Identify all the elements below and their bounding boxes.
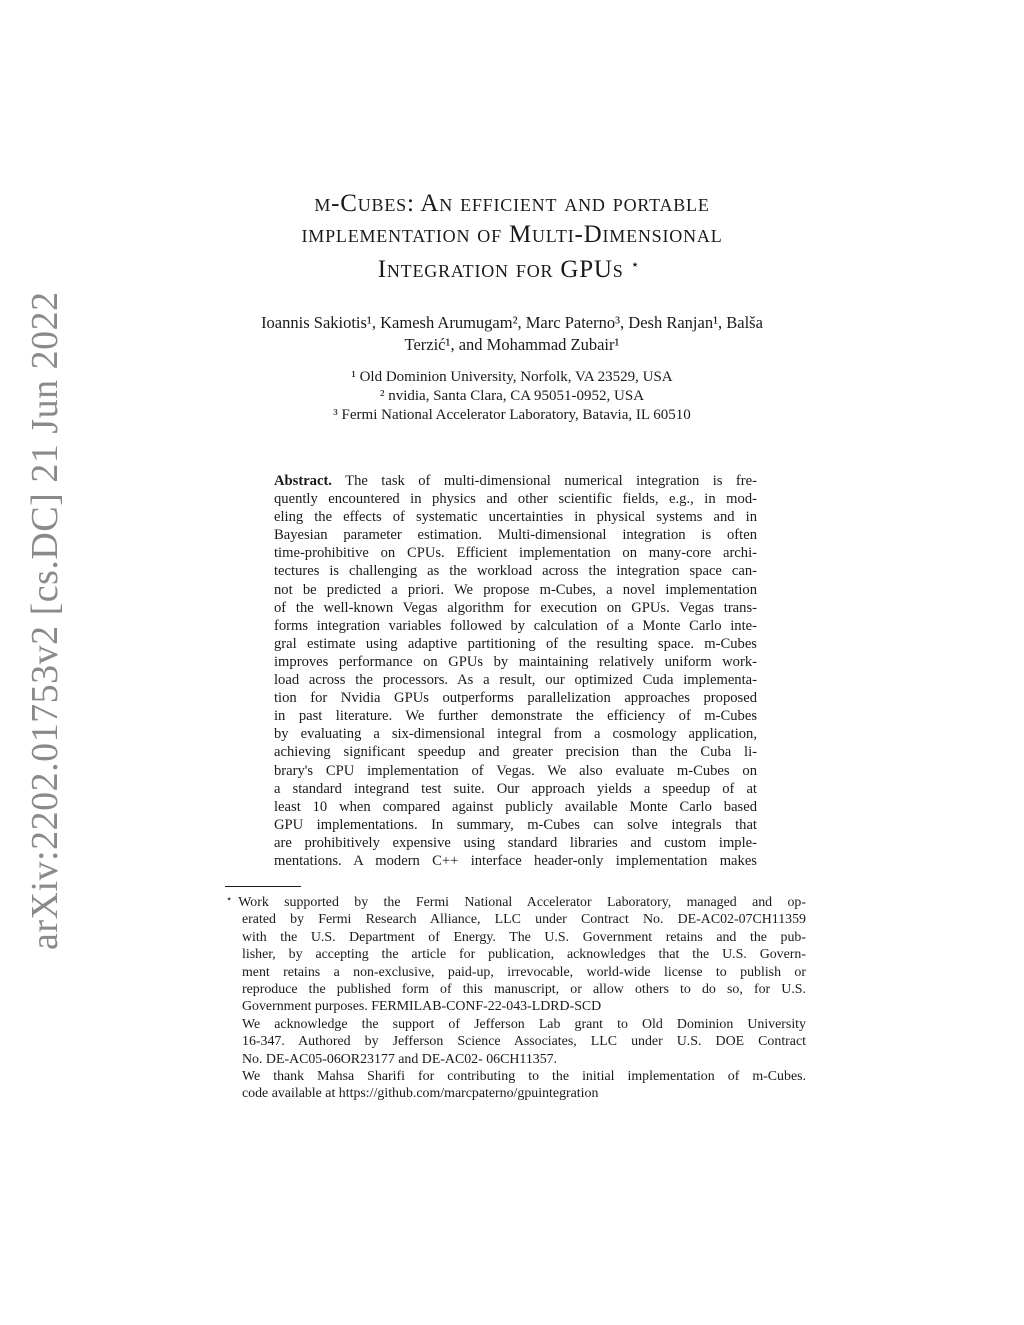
footnote-line-text: Work supported by the Fermi National Accelerator Laboratory, managed and op- bbox=[238, 895, 806, 910]
abstract-line: achieving significant speedup and greater precision than the Cuba li- bbox=[274, 744, 757, 761]
abstract-line: in past literature. We further demonstrate the efficiency of m-Cubes bbox=[274, 708, 757, 725]
abstract-line: improves performance on GPUs by maintaining relatively uniform work- bbox=[274, 653, 757, 670]
footnote-line: No. DE-AC05-06OR23177 and DE-AC02- 06CH11357. bbox=[242, 1051, 558, 1067]
abstract-line: tectures is challenging as the workload across the integration space can- bbox=[274, 563, 757, 580]
abstract-line: mentations. A modern C++ interface header-only implementation makes bbox=[274, 852, 757, 869]
title-line-3-text: Integration for GPUs bbox=[377, 256, 624, 283]
authors-line-2: Terzić¹, and Mohammad Zubair¹ bbox=[404, 335, 620, 354]
title-line-2: implementation of Multi-Dimensional bbox=[301, 221, 723, 248]
footnote-line: with the U.S. Department of Energy. The U.S. Government retains and the pub- bbox=[242, 929, 806, 945]
affiliation-3: ³ Fermi National Accelerator Laboratory, Batavia, IL 60510 bbox=[333, 407, 691, 423]
abstract-line: forms integration variables followed by calculation of a Monte Carlo inte- bbox=[274, 617, 757, 634]
paper-title bbox=[230, 188, 794, 285]
arxiv-identifier-stamp: arXiv:2202.01753v2 [cs.DC] 21 Jun 2022 bbox=[24, 291, 66, 950]
abstract-line: tion for Nvidia GPUs outperforms parallelization approaches proposed bbox=[274, 690, 757, 707]
abstract-line: quently encountered in physics and other scientific fields, e.g., in mod- bbox=[274, 491, 757, 508]
affiliation-1: ¹ Old Dominion University, Norfolk, VA 23529, USA bbox=[351, 369, 673, 385]
footnote-line: erated by Fermi Research Alliance, LLC under Contract No. DE-AC02-07CH11359 bbox=[242, 912, 806, 928]
footnote-line: lisher, by accepting the article for publication, acknowledges that the U.S. Govern- bbox=[242, 947, 806, 963]
abstract-line: are prohibitively expensive using standard libraries and custom imple- bbox=[274, 834, 757, 851]
abstract-line: GPU implementations. In summary, m-Cubes can solve integrals that bbox=[274, 816, 757, 833]
footnote-line: reproduce the published form of this manuscript, or allow others to do so, for U.S. bbox=[242, 982, 806, 998]
title-line-1: m-Cubes: An efficient and portable bbox=[314, 190, 710, 217]
footnote-line: We thank Mahsa Sharifi for contributing to the initial implementation of m-Cubes. bbox=[242, 1069, 806, 1085]
footnotes bbox=[226, 891, 806, 1103]
abstract-line: eling the effects of systematic uncertainties in physical systems and in bbox=[274, 509, 757, 526]
footnote-marker: ⋆ bbox=[226, 894, 233, 905]
abstract bbox=[274, 472, 757, 870]
abstract-line: of the well-known Vegas algorithm for execution on GPUs. Vegas trans- bbox=[274, 599, 757, 616]
affiliations bbox=[230, 368, 794, 425]
abstract-line: by evaluating a six-dimensional integral from a cosmology application, bbox=[274, 726, 757, 743]
footnote-line: 16-347. Authored by Jefferson Science Associates, LLC under U.S. DOE Contract bbox=[242, 1034, 806, 1050]
affiliation-2: ² nvidia, Santa Clara, CA 95051-0952, USA bbox=[379, 388, 645, 404]
footnote-line: ment retains a non-exclusive, paid-up, irrevocable, world-wide license to publish or bbox=[242, 964, 806, 980]
title-footnote-marker: ⋆ bbox=[630, 258, 641, 273]
footnote-line bbox=[226, 891, 806, 911]
abstract-line: not be predicted a priori. We propose m-Cubes, a novel implementation bbox=[274, 581, 757, 598]
abstract-line-text: The task of multi-dimensional numerical integration is fre- bbox=[345, 473, 757, 489]
abstract-line: brary's CPU implementation of Vegas. We also evaluate m-Cubes on bbox=[274, 762, 757, 779]
abstract-label: Abstract. bbox=[274, 473, 332, 489]
footnote-line: We acknowledge the support of Jefferson Lab grant to Old Dominion University bbox=[242, 1016, 806, 1032]
footnote-line: Government purposes. FERMILAB-CONF-22-043-LDRD-SCD bbox=[242, 999, 602, 1015]
abstract-line: load across the processors. As a result, our optimized Cuda implementa- bbox=[274, 672, 757, 689]
abstract-line: a standard integrand test suite. Our approach yields a speedup of at bbox=[274, 780, 757, 797]
title-line-3 bbox=[230, 250, 794, 285]
authors-line-1: Ioannis Sakiotis¹, Kamesh Arumugam², Marc Paterno³, Desh Ranjan¹, Balša bbox=[261, 313, 763, 332]
author-list bbox=[218, 312, 806, 356]
abstract-line bbox=[274, 472, 757, 490]
abstract-line: Bayesian parameter estimation. Multi-dimensional integration is often bbox=[274, 527, 757, 544]
abstract-line: gral estimate using adaptive partitioning of the resulting space. m-Cubes bbox=[274, 635, 757, 652]
abstract-line: time-prohibitive on CPUs. Efficient implementation on many-core archi- bbox=[274, 545, 757, 562]
footnote-line: code available at https://github.com/marcpaterno/gpuintegration bbox=[242, 1086, 599, 1102]
footnote-divider bbox=[225, 886, 301, 887]
abstract-line: least 10 when compared against publicly available Monte Carlo based bbox=[274, 798, 757, 815]
